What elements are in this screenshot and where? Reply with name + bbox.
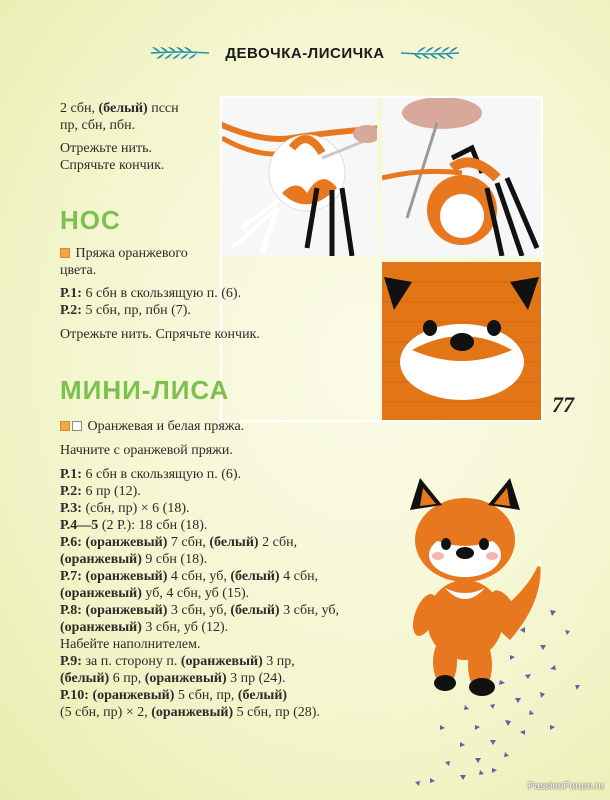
start-note: Начните с оранжевой пряжи. bbox=[60, 443, 233, 458]
intro-line: пр, сбн, пбн. bbox=[60, 118, 136, 133]
white-swatch-icon bbox=[72, 421, 82, 431]
row-instruction: Р.10: (оранжевый) 5 сбн, пр, (белый) bbox=[60, 688, 288, 703]
page-number: 77 bbox=[552, 392, 574, 417]
row-instruction: (оранжевый) 9 сбн (18). bbox=[60, 552, 208, 567]
row-instruction: Р.3: (сбн, пр) × 6 (18). bbox=[60, 501, 190, 516]
intro-text bbox=[60, 100, 220, 174]
photo-stitching-1 bbox=[222, 98, 377, 256]
row-instruction: (белый) 6 пр, (оранжевый) 3 пр (24). bbox=[60, 671, 286, 686]
intro-line: 2 сбн, (белый) пссн bbox=[60, 101, 179, 116]
intro-line: Отрежьте нить. bbox=[60, 141, 152, 156]
row-instruction: Р.9: за п. сторону п. (оранжевый) 3 пр, bbox=[60, 654, 295, 669]
row-instruction: Р.2: 5 сбн, пр, пбн (7). bbox=[60, 303, 191, 318]
mini-fox-text bbox=[60, 418, 380, 721]
nose-text bbox=[60, 245, 370, 343]
orange-swatch-icon bbox=[60, 248, 70, 258]
yarn-line: Пряжа оранжевого bbox=[60, 245, 370, 262]
page-header bbox=[0, 38, 610, 68]
row-instruction: Р.2: 6 пр (12). bbox=[60, 484, 141, 499]
right-ornament-icon bbox=[399, 45, 461, 61]
photo-fox-face bbox=[382, 262, 541, 420]
nose-end-note: Отрежьте нить. Спрячьте кончик. bbox=[60, 327, 260, 342]
row-instruction: Р.1: 6 сбн в скользящую п. (6). bbox=[60, 467, 242, 482]
page-title: ДЕВОЧКА-ЛИСИЧКА bbox=[225, 44, 385, 62]
intro-line: Спрячьте кончик. bbox=[60, 158, 165, 173]
orange-swatch-icon bbox=[60, 421, 70, 431]
watermark: PassionForum.ru bbox=[527, 781, 604, 792]
yarn-line: Оранжевая и белая пряжа. bbox=[60, 418, 380, 435]
row-instruction: Р.4—5 (2 Р.): 18 сбн (18). bbox=[60, 518, 208, 533]
section-title-mini-fox: МИНИ-ЛИСА bbox=[60, 375, 230, 405]
row-instruction: (оранжевый) уб, 4 сбн, уб (15). bbox=[60, 586, 250, 601]
row-instruction: Р.1: 6 сбн в скользящую п. (6). bbox=[60, 286, 242, 301]
fill-note: Набейте наполнителем. bbox=[60, 637, 201, 652]
section-title-nose: НОС bbox=[60, 205, 121, 235]
row-instruction: (5 сбн, пр) × 2, (оранжевый) 5 сбн, пр (28). bbox=[60, 705, 320, 720]
yarn-line: цвета. bbox=[60, 263, 97, 278]
row-instruction: Р.7: (оранжевый) 4 сбн, уб, (белый) 4 сбн, bbox=[60, 569, 319, 584]
photo-stitching-2 bbox=[382, 98, 541, 256]
left-ornament-icon bbox=[149, 45, 211, 61]
row-instruction: Р.8: (оранжевый) 3 сбн, уб, (белый) 3 сбн, уб, bbox=[60, 603, 340, 618]
fox-toy-illustration bbox=[380, 470, 550, 705]
row-instruction: Р.6: (оранжевый) 7 сбн, (белый) 2 сбн, bbox=[60, 535, 298, 550]
row-instruction: (оранжевый) 3 сбн, уб (12). bbox=[60, 620, 229, 635]
